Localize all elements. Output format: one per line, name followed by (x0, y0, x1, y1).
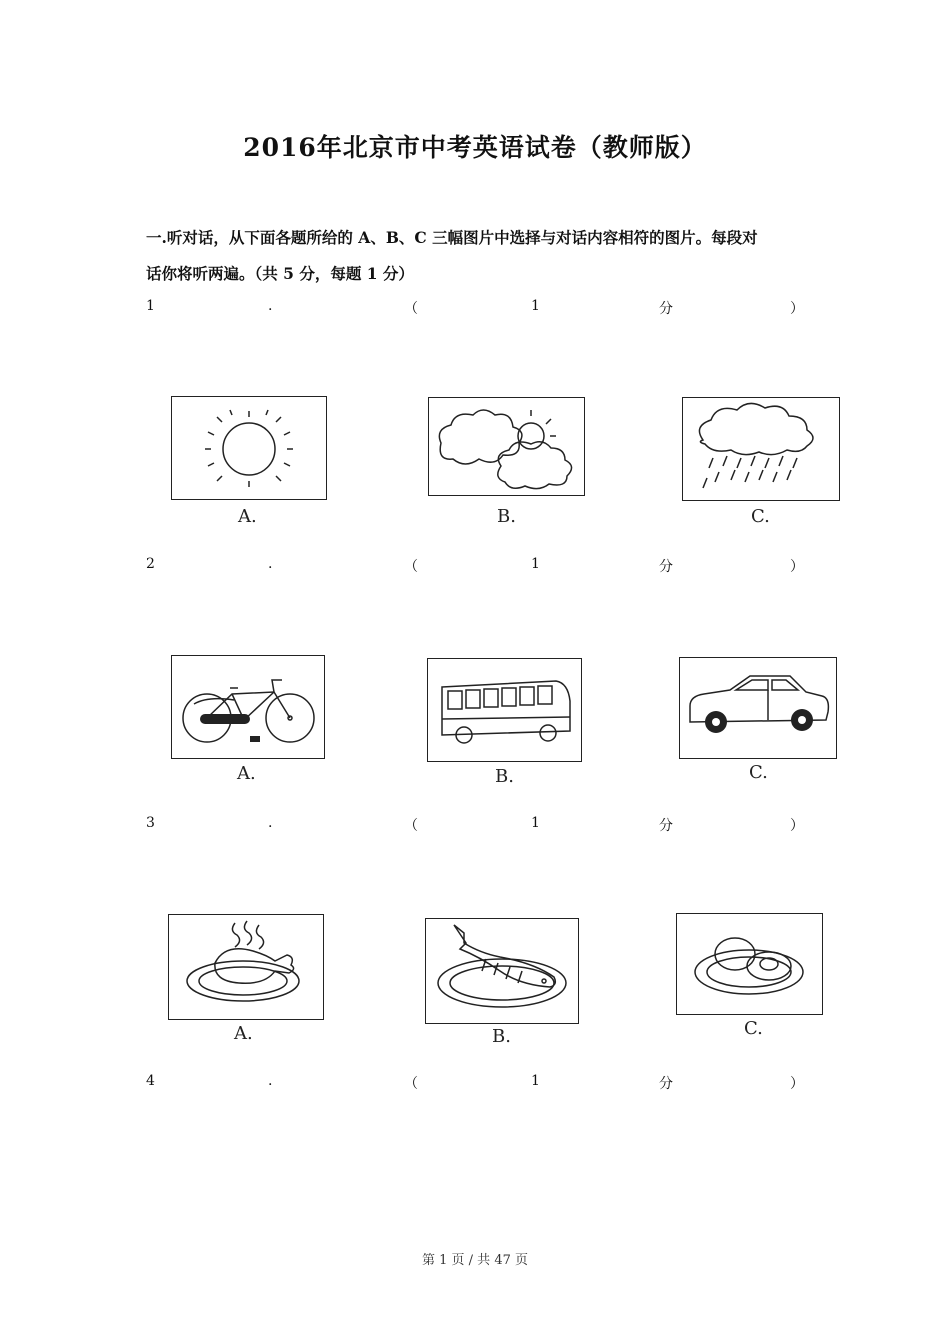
option-label-c: C. (751, 506, 770, 527)
score-unit: 分 (659, 301, 673, 317)
score-unit: 分 (659, 559, 673, 575)
page-title: 2016年北京市中考英语试卷（教师版） (243, 133, 707, 162)
question-dot: . (268, 556, 273, 572)
score-value: 1 (531, 1073, 540, 1089)
option-label-c: C. (744, 1018, 763, 1039)
option-label-c: C. (749, 762, 768, 783)
score-close-paren: ） (790, 559, 804, 575)
option-picture-a (168, 914, 324, 1020)
section-instruction-line-2: 话你将听两遍。（共 5 分，每题 1 分） (146, 264, 414, 283)
score-value: 1 (531, 298, 540, 314)
score-value: 1 (531, 815, 540, 831)
option-picture-b (425, 918, 579, 1024)
option-picture-c (682, 397, 840, 501)
option-label-b: B. (497, 506, 516, 527)
score-open-paren: （ (404, 301, 418, 317)
bicycle-icon (172, 656, 324, 758)
option-picture-a (171, 655, 325, 759)
score-unit: 分 (659, 818, 673, 834)
question-number: 3 (146, 815, 155, 831)
score-close-paren: ） (790, 1076, 804, 1092)
option-picture-a (171, 396, 327, 500)
chicken-leg-icon (169, 915, 323, 1019)
option-label-a: A. (237, 763, 256, 784)
question-number: 1 (146, 298, 155, 314)
score-open-paren: （ (404, 1076, 418, 1092)
score-open-paren: （ (404, 818, 418, 834)
question-dot: . (268, 298, 273, 314)
question-number: 4 (146, 1073, 155, 1089)
option-label-b: B. (492, 1026, 511, 1047)
score-close-paren: ） (790, 301, 804, 317)
cloudy-icon (429, 398, 584, 495)
question-row-1 (0, 298, 950, 320)
page-footer: 第 1 页 / 共 47 页 (422, 1253, 528, 1268)
score-unit: 分 (659, 1076, 673, 1092)
fish-plate-icon (426, 919, 578, 1023)
car-icon (680, 658, 836, 758)
rain-cloud-icon (683, 398, 839, 500)
score-value: 1 (531, 556, 540, 572)
option-picture-b (428, 397, 585, 496)
option-label-a: A. (238, 506, 257, 527)
score-open-paren: （ (404, 559, 418, 575)
option-picture-b (427, 658, 582, 762)
score-close-paren: ） (790, 818, 804, 834)
question-dot: . (268, 815, 273, 831)
option-label-a: A. (234, 1023, 253, 1044)
bus-icon (428, 659, 581, 761)
option-picture-c (679, 657, 837, 759)
option-label-b: B. (495, 766, 514, 787)
question-row-4 (0, 1073, 950, 1095)
section-instruction-line-1: 一.听对话，从下面各题所给的 A、B、C 三幅图片中选择与对话内容相符的图片。每段对 (146, 228, 758, 247)
eggs-plate-icon (677, 914, 822, 1014)
question-row-3 (0, 815, 950, 837)
question-number: 2 (146, 556, 155, 572)
option-picture-c (676, 913, 823, 1015)
question-dot: . (268, 1073, 273, 1089)
question-row-2 (0, 556, 950, 578)
sun-icon (172, 397, 326, 499)
